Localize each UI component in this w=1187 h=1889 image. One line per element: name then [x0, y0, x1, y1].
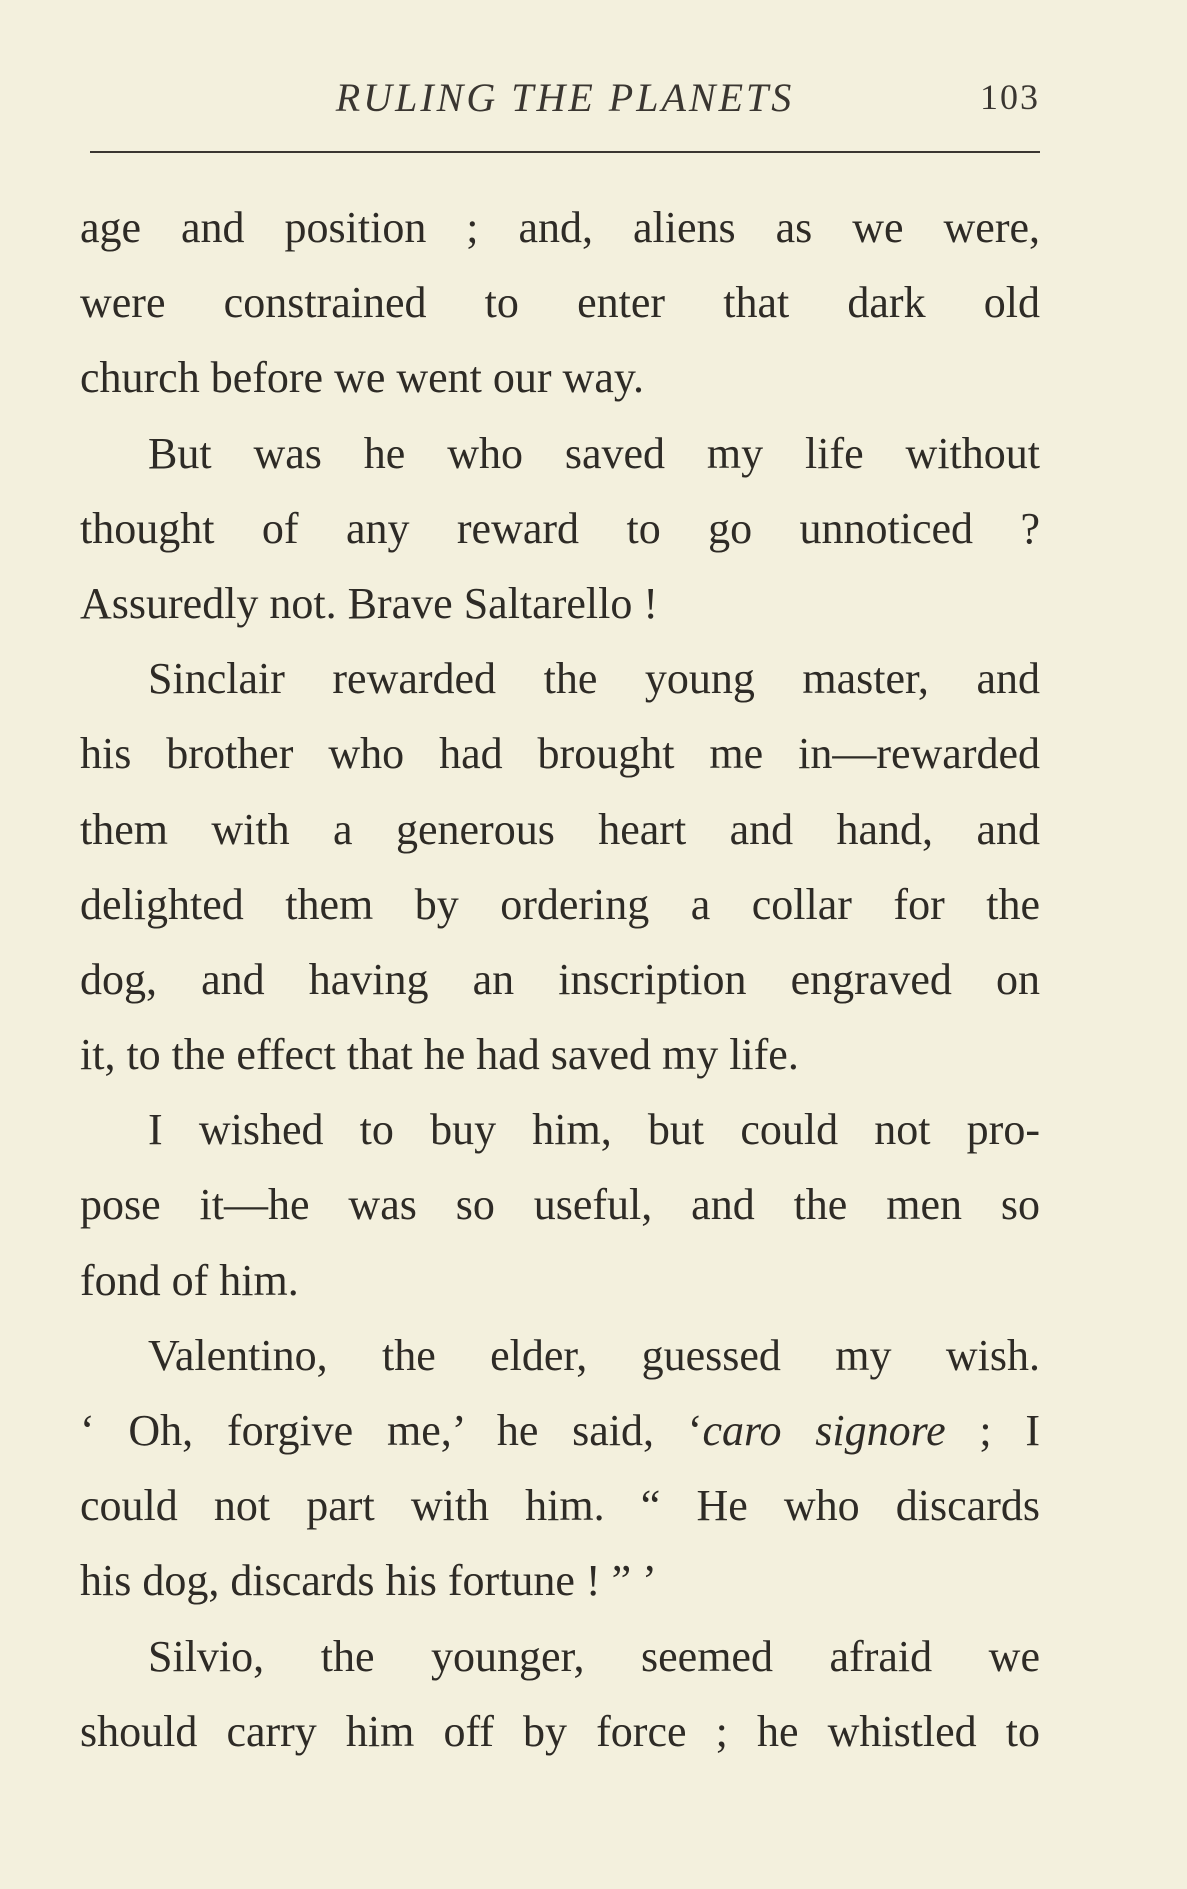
text-line: could not part with him. “ He who discards	[80, 1481, 1040, 1531]
text-line: them with a generous heart and hand, and	[80, 804, 1040, 854]
page-number: 103	[980, 77, 1040, 117]
text-line: Silvio, the younger, seemed afraid we	[148, 1631, 1040, 1681]
running-head	[90, 74, 1040, 126]
text-line: Assuredly not. Brave Saltarello !	[80, 578, 658, 628]
text-line-after: ; I	[945, 1406, 1041, 1455]
text-line: it, to the effect that he had saved my life.	[80, 1030, 799, 1080]
header-rule	[90, 151, 1040, 153]
body-text	[80, 190, 1040, 1769]
text-line: dog, and having an inscription engraved on	[80, 954, 1040, 1004]
text-line: thought of any reward to go unnoticed ?	[80, 503, 1040, 553]
text-line-before: ‘ Oh, forgive me,’ he said, ‘	[80, 1406, 703, 1455]
text-line: fond of him.	[80, 1255, 299, 1305]
text-line: Valentino, the elder, guessed my wish.	[148, 1330, 1040, 1380]
italic-phrase: caro signore	[702, 1406, 946, 1455]
text-line: age and position ; and, aliens as we were,	[80, 203, 1040, 252]
text-line: his dog, discards his fortune ! ” ’	[80, 1556, 657, 1606]
text-line: his brother who had brought me in—rewarded	[80, 729, 1040, 779]
text-line: I wished to buy him, but could not pro-	[148, 1105, 1040, 1155]
text-line: should carry him off by force ; he whistled to	[80, 1706, 1040, 1756]
text-line-with-italic	[80, 1393, 1040, 1468]
text-line: delighted them by ordering a collar for the	[80, 879, 1040, 929]
text-line: were constrained to enter that dark old	[80, 278, 1040, 328]
running-title: RULING THE PLANETS	[335, 75, 795, 120]
text-line: pose it—he was so useful, and the men so	[80, 1180, 1040, 1230]
text-line: church before we went our way.	[80, 353, 645, 403]
text-line: But was he who saved my life without	[148, 428, 1040, 478]
text-line: Sinclair rewarded the young master, and	[148, 654, 1040, 704]
